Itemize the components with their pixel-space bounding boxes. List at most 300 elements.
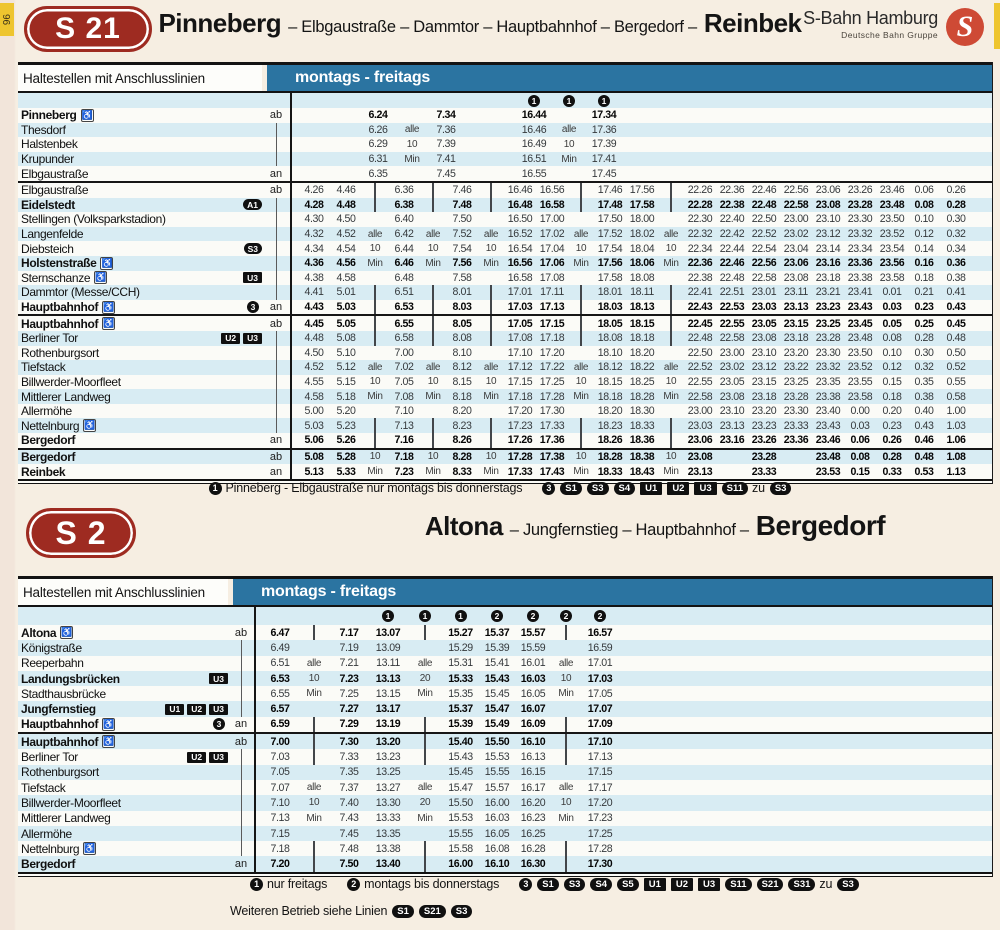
time-cell [515,671,551,686]
time-value: 5.33 [336,465,356,478]
station-cell [18,671,228,686]
station-cell [18,152,262,167]
dep-cell [228,795,254,810]
station-cell [18,285,262,300]
time-value: 13.09 [375,641,401,654]
time-value: 23.05 [719,375,745,388]
time-value: 7.18 [394,450,414,463]
interval-cell [298,856,330,871]
interval-cell [408,717,442,732]
interval-cell [396,108,428,123]
time-value: 15.43 [484,672,510,685]
time-cell [594,212,626,227]
time-value: 5.08 [336,332,356,345]
mark-cell [515,607,551,625]
time-value: 13.25 [375,766,401,779]
interval-label: Min [425,466,441,478]
time-value: 23.04 [783,242,809,255]
time-value: 23.12 [815,228,841,241]
time-cell [716,360,748,375]
time-value: 23.26 [847,184,873,197]
interval-cell [554,108,584,123]
time-value: 17.28 [587,842,613,855]
interval-cell [420,375,446,390]
time-cell [388,464,420,479]
time-value: 8.23 [452,419,472,432]
time-cell [684,418,716,433]
time-cell [844,346,876,361]
time-value: 23.02 [719,361,745,374]
interval-cell [478,227,504,242]
time-cell [446,389,478,404]
dep-cell [262,346,290,361]
time-cell [262,841,298,856]
time-cell [684,256,716,271]
interval-cell [551,625,581,640]
time-value: 18.15 [629,317,655,330]
interval-cell [420,183,446,198]
time-cell [388,389,420,404]
time-cell [581,749,619,764]
time-value: 7.05 [270,766,290,779]
time-value: 7.58 [452,271,472,284]
wheelchair-icon: ♿ [84,843,96,854]
continuation-line [241,749,242,764]
wheelchair-icon: ♿ [103,318,115,329]
time-value: 17.41 [591,153,617,166]
time-value: 7.48 [339,842,359,855]
interval-cell [408,826,442,841]
interval-cell [478,450,504,465]
time-value: 18.33 [597,465,623,478]
time-value: 17.04 [539,242,565,255]
interval-cell [420,212,446,227]
time-value: 23.22 [783,361,809,374]
station-row [18,780,992,795]
time-value: 23.01 [751,286,777,299]
time-cell [748,331,780,346]
time-value: 16.59 [587,641,613,654]
time-cell [479,625,515,640]
time-value: 15.59 [520,641,546,654]
time-cell [876,389,908,404]
time-value: 23.55 [847,375,873,388]
station-name: Altona [21,625,57,640]
interval-cell [568,212,594,227]
time-cell [262,856,298,871]
time-cell [514,137,554,152]
time-cell [716,212,748,227]
mark-cell [479,607,515,625]
interval-label: 10 [665,376,677,388]
time-cell [748,285,780,300]
time-value: 7.23 [394,465,414,478]
interval-cell [568,464,594,479]
time-value: 15.55 [448,827,473,840]
time-cell [262,780,298,795]
time-value: 23.08 [719,390,745,403]
interval-cell [478,300,504,315]
s21-table-body [18,93,992,479]
dep-cell: an [234,858,248,871]
time-cell [504,418,536,433]
time-value: 16.44 [521,109,547,122]
station-row [18,734,992,749]
time-cell [684,450,716,465]
time-cell [581,795,619,810]
footnote-mark-1: 1 [382,610,394,622]
time-value: 23.30 [783,405,809,418]
time-cell [368,701,408,716]
time-cell [298,285,330,300]
separator-line [374,316,376,331]
time-cell [908,389,940,404]
time-value: 23.18 [783,332,809,345]
time-value: 7.30 [339,735,359,748]
time-cell [844,198,876,213]
time-value: 13.11 [376,657,400,670]
station-row [18,227,992,242]
line-badge-s1: S1 [560,482,582,495]
interval-cell [568,331,594,346]
time-cell [626,404,658,419]
footnote-mark-3: 3 [519,878,532,891]
time-cell [504,198,536,213]
time-cell [748,271,780,286]
time-cell [626,227,658,242]
time-cell [514,152,554,167]
time-cell [442,826,479,841]
s21-table-header [18,62,992,93]
continuation-line [241,780,242,795]
time-value: 18.01 [597,286,623,299]
interval-label: Min [558,812,574,824]
time-cell [626,360,658,375]
time-cell [684,404,716,419]
time-cell [748,212,780,227]
interval-cell [478,433,504,448]
time-value: 15.57 [520,626,546,639]
interval-cell [362,183,388,198]
s2-route-to: Bergedorf [755,510,886,541]
time-value: 22.52 [751,228,777,241]
time-value: 7.27 [339,703,359,716]
time-value: 23.00 [719,346,745,359]
time-cell [581,686,619,701]
dep-cell [228,701,254,716]
marks-left-spacer [18,93,262,108]
time-cell [446,433,478,448]
time-cell [330,300,362,315]
time-value: 4.58 [336,271,356,284]
station-row [18,686,992,701]
time-cell [515,640,551,655]
time-cell [844,271,876,286]
time-cell [388,450,420,465]
station-cell [18,212,262,227]
time-cell [940,389,972,404]
s2-line-badge-label: S 2 [55,514,107,551]
time-cell [716,183,748,198]
time-value: 23.54 [879,242,905,255]
interval-cell [362,316,388,331]
time-cell [594,389,626,404]
time-cell [262,717,298,732]
mark-cell [514,93,554,108]
time-cell [262,625,298,640]
station-name: Langenfelde [21,227,84,242]
time-cell [908,241,940,256]
time-cell [262,734,298,749]
time-value: 16.25 [520,827,546,840]
time-cell [876,464,908,479]
time-cell [442,780,479,795]
time-value: 17.05 [507,317,533,330]
time-value: 23.25 [815,317,841,330]
time-value: 6.55 [394,317,414,330]
separator-line [580,316,582,331]
time-cell [876,360,908,375]
time-value: 15.35 [448,687,473,700]
station-cell [18,686,228,701]
interval-label: Min [306,812,322,824]
time-cell [812,285,844,300]
time-value: 5.23 [336,419,356,432]
station-name: Tiefstack [21,780,66,795]
dep-cell [228,765,254,780]
time-value: 0.53 [914,465,934,478]
time-value: 23.46 [879,184,905,197]
time-cell [716,331,748,346]
time-cell [584,166,624,181]
time-cell [360,137,396,152]
time-cell [388,212,420,227]
time-value: 0.03 [850,419,870,432]
time-value: 23.08 [687,450,713,463]
time-value: 23.16 [719,434,745,447]
station-row [18,389,992,404]
time-cell [514,123,554,138]
interval-cell [658,418,684,433]
wheelchair-icon: ♿ [103,718,115,729]
station-cell [18,734,228,749]
time-value: 18.08 [597,332,623,345]
time-value: 7.17 [339,626,359,639]
interval-cell [408,701,442,716]
interval-cell [478,198,504,213]
time-value: 23.18 [751,390,777,403]
time-value: 23.20 [751,405,777,418]
interval-cell [551,795,581,810]
separator-line [313,856,315,871]
time-cell [584,108,624,123]
time-cell [940,227,972,242]
spacer-cell [464,152,514,167]
time-value: 15.31 [448,657,473,670]
time-value: 0.58 [946,390,966,403]
time-value: 6.40 [394,213,414,226]
time-cell [684,316,716,331]
interval-cell [658,375,684,390]
time-value: 0.36 [946,257,966,270]
time-value: 23.38 [847,271,873,284]
time-value: 23.10 [719,405,745,418]
time-value: 16.48 [507,198,533,211]
time-value: 7.05 [394,375,414,388]
separator-line [670,331,672,346]
continuation-line [276,404,277,419]
time-value: 13.38 [375,842,401,855]
interval-cell [298,749,330,764]
time-value: 23.52 [879,228,905,241]
time-cell [876,316,908,331]
interval-label: 10 [406,138,418,150]
interval-cell [658,346,684,361]
interval-cell [554,152,584,167]
separator-line [490,418,492,433]
time-cell [594,256,626,271]
time-cell [876,433,908,448]
interval-label: 10 [427,376,439,388]
time-cell [536,375,568,390]
time-value: 16.00 [448,858,473,871]
mark-cell [368,607,408,625]
time-cell [446,198,478,213]
interval-cell [658,198,684,213]
footnote-mark-2: 2 [347,878,360,891]
time-cell [780,464,812,479]
time-cell [684,389,716,404]
interval-cell [420,418,446,433]
time-cell [298,404,330,419]
interval-cell [362,227,388,242]
time-value: 5.06 [304,434,324,447]
time-cell [446,227,478,242]
time-value: 6.26 [368,123,388,136]
dep-cell: an [269,465,283,478]
time-value: 6.57 [270,703,290,716]
time-value: 23.50 [879,213,905,226]
time-value: 0.26 [946,184,966,197]
interval-label: alle [663,228,679,240]
time-value: 17.20 [587,796,613,809]
interval-cell [396,152,428,167]
time-value: 17.25 [539,375,565,388]
interval-cell [408,656,442,671]
separator-line [432,433,434,448]
time-cell [940,331,972,346]
time-cell [515,625,551,640]
station-row [18,418,992,433]
time-cell [716,271,748,286]
time-cell [684,331,716,346]
station-name: Krupunder [21,152,74,167]
time-cell [504,285,536,300]
time-cell [446,300,478,315]
time-value: 23.30 [847,213,873,226]
time-value: 8.33 [452,465,472,478]
line-badge-u1: U1 [165,704,184,715]
continuation-line [276,137,277,152]
separator-line [313,625,315,640]
time-cell [368,640,408,655]
station-row [18,717,992,732]
time-value: 0.41 [946,286,966,299]
footnote-mark-1: 1 [419,610,431,622]
time-value: 4.48 [336,198,356,211]
time-value: 18.28 [629,390,655,403]
interval-cell [478,404,504,419]
time-cell [479,656,515,671]
time-cell [330,404,362,419]
time-value: 23.12 [751,361,777,374]
separator-line [565,625,567,640]
interval-cell [658,285,684,300]
time-value: 18.03 [597,301,623,314]
interval-cell [362,375,388,390]
time-cell [812,256,844,271]
time-value: 18.06 [629,257,655,270]
s21-route-to: Reinbek [703,8,802,38]
interval-cell [551,671,581,686]
time-value: 22.38 [719,198,745,211]
interval-label: Min [663,466,679,478]
time-value: 22.50 [751,213,777,226]
time-value: 17.36 [591,123,617,136]
interval-cell [551,826,581,841]
time-value: 5.12 [336,361,356,374]
time-cell [428,108,464,123]
time-value: 0.12 [914,228,934,241]
time-value: 8.08 [452,332,472,345]
time-value: 16.51 [521,153,547,166]
separator-line [432,316,434,331]
time-cell [780,346,812,361]
time-cell [716,450,748,465]
time-cell [504,183,536,198]
interval-cell [658,256,684,271]
time-cell [360,108,396,123]
time-cell [442,765,479,780]
time-cell [298,360,330,375]
brand-block [803,8,984,46]
time-cell [442,671,479,686]
time-cell [594,227,626,242]
time-value: 16.08 [484,842,510,855]
interval-cell [658,360,684,375]
interval-cell [408,671,442,686]
time-cell [812,375,844,390]
separator-line [580,433,582,448]
time-cell [940,316,972,331]
time-cell [536,241,568,256]
station-name: Sternschanze [21,270,91,285]
station-cell [18,166,262,181]
time-value: 22.34 [687,242,713,255]
time-value: 23.32 [815,361,841,374]
time-value: 15.50 [484,735,510,748]
dep-cell [262,285,290,300]
time-value: 6.51 [270,657,290,670]
time-cell [504,346,536,361]
time-value: 22.45 [687,317,713,330]
time-value: 15.40 [448,735,473,748]
time-cell [812,241,844,256]
time-cell [940,285,972,300]
station-row [18,198,992,213]
time-cell [584,152,624,167]
time-cell [684,433,716,448]
